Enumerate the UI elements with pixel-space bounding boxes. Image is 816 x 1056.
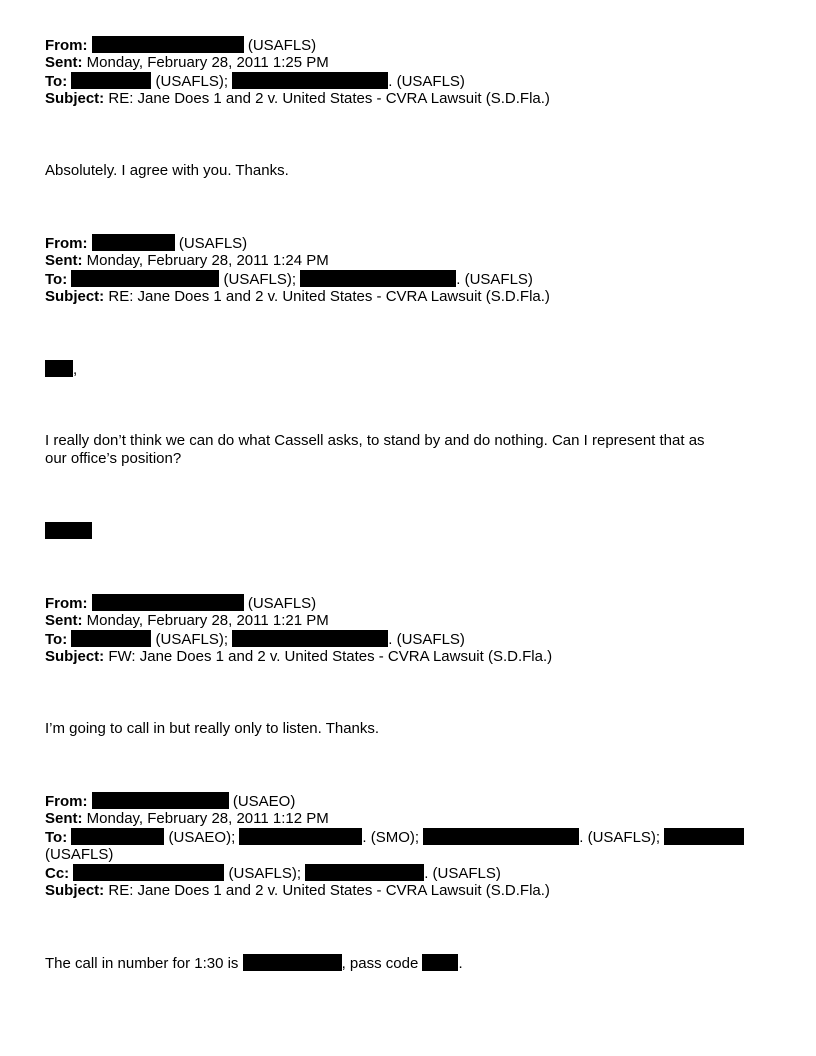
email1-from-line bbox=[45, 36, 316, 55]
email4-subject-line bbox=[45, 882, 550, 900]
redaction-block bbox=[232, 72, 388, 89]
email3-body: I’m going to call in but really only to listen. Thanks. bbox=[45, 720, 380, 737]
body-text: The call in number for 1:30 is bbox=[45, 955, 243, 972]
redaction-block bbox=[664, 828, 744, 845]
to-recipient: . (USAFLS) bbox=[388, 73, 465, 90]
from-org: (USAFLS) bbox=[243, 37, 317, 54]
email4-from-line bbox=[45, 792, 295, 811]
body-text: , pass code bbox=[341, 955, 423, 972]
email1-sent-line bbox=[45, 54, 329, 72]
to-recipient: . (USAFLS); bbox=[579, 829, 665, 846]
from-label: From: bbox=[45, 37, 88, 54]
sent-label: Sent: bbox=[45, 612, 83, 629]
body-text: . bbox=[458, 955, 463, 972]
email4-to-line-wrap: (USAFLS) bbox=[45, 846, 114, 863]
from-org: (USAFLS) bbox=[243, 595, 317, 612]
from-label: From: bbox=[45, 595, 88, 612]
email1-subject-line bbox=[45, 90, 550, 108]
subject-label: Subject: bbox=[45, 90, 105, 107]
from-label: From: bbox=[45, 793, 88, 810]
sent-date: Monday, February 28, 2011 1:25 PM bbox=[82, 54, 329, 71]
sent-label: Sent: bbox=[45, 810, 83, 827]
sent-label: Sent: bbox=[45, 54, 83, 71]
sent-date: Monday, February 28, 2011 1:21 PM bbox=[82, 612, 329, 629]
sent-date: Monday, February 28, 2011 1:24 PM bbox=[82, 252, 329, 269]
email3-to-line bbox=[45, 630, 465, 649]
email2-subject-line bbox=[45, 288, 550, 306]
redaction-block bbox=[73, 864, 224, 881]
redaction-block bbox=[239, 828, 362, 845]
redaction-block bbox=[92, 36, 244, 53]
redaction-block bbox=[45, 360, 73, 377]
redaction-block bbox=[71, 630, 151, 647]
email2-body-line: I really don’t think we can do what Cassell asks, to stand by and do nothing. Can I represent that as bbox=[45, 432, 705, 449]
redaction-block bbox=[92, 594, 244, 611]
redaction-block bbox=[71, 72, 151, 89]
to-recipient: . (SMO); bbox=[362, 829, 424, 846]
redaction-block bbox=[71, 828, 164, 845]
to-label: To: bbox=[45, 829, 68, 846]
redaction-block bbox=[423, 828, 579, 845]
to-recipient: (USAFLS); bbox=[151, 631, 233, 648]
to-recipient: (USAEO); bbox=[164, 829, 240, 846]
redaction-block bbox=[92, 792, 229, 809]
redaction-block bbox=[422, 954, 458, 971]
redaction-block bbox=[305, 864, 424, 881]
cc-label: Cc: bbox=[45, 865, 70, 882]
redaction-block bbox=[92, 234, 175, 251]
redaction-block bbox=[71, 270, 219, 287]
salutation-comma: , bbox=[73, 361, 78, 378]
subject-text: RE: Jane Does 1 and 2 v. United States - CVRA Lawsuit (S.D.Fla.) bbox=[104, 288, 550, 305]
email3-sent-line bbox=[45, 612, 329, 630]
email2-body-line: our office’s position? bbox=[45, 450, 182, 467]
email2-salutation bbox=[45, 360, 77, 379]
to-recipient: (USAFLS); bbox=[151, 73, 233, 90]
redaction-block bbox=[300, 270, 456, 287]
email2-to-line bbox=[45, 270, 533, 289]
email1-body: Absolutely. I agree with you. Thanks. bbox=[45, 162, 289, 179]
to-recipient: . (USAFLS) bbox=[388, 631, 465, 648]
email4-sent-line bbox=[45, 810, 329, 828]
email2-sent-line bbox=[45, 252, 329, 270]
to-label: To: bbox=[45, 73, 68, 90]
to-label: To: bbox=[45, 631, 68, 648]
subject-label: Subject: bbox=[45, 288, 105, 305]
subject-label: Subject: bbox=[45, 882, 105, 899]
sent-date: Monday, February 28, 2011 1:12 PM bbox=[82, 810, 329, 827]
from-org: (USAFLS) bbox=[174, 235, 248, 252]
to-recipient: (USAFLS); bbox=[219, 271, 301, 288]
email2-from-line bbox=[45, 234, 247, 253]
from-label: From: bbox=[45, 235, 88, 252]
email3-subject-line bbox=[45, 648, 552, 666]
cc-recipient: (USAFLS); bbox=[224, 865, 306, 882]
redaction-block bbox=[45, 522, 92, 539]
redaction-block bbox=[232, 630, 388, 647]
redaction-block bbox=[243, 954, 342, 971]
email4-to-line bbox=[45, 828, 744, 847]
email1-to-line bbox=[45, 72, 465, 91]
email4-cc-line bbox=[45, 864, 501, 883]
subject-text: FW: Jane Does 1 and 2 v. United States - CVRA Lawsuit (S.D.Fla.) bbox=[104, 648, 553, 665]
email4-body bbox=[45, 954, 463, 973]
email3-from-line bbox=[45, 594, 316, 613]
subject-text: RE: Jane Does 1 and 2 v. United States - CVRA Lawsuit (S.D.Fla.) bbox=[104, 90, 550, 107]
cc-recipient: . (USAFLS) bbox=[424, 865, 501, 882]
subject-label: Subject: bbox=[45, 648, 105, 665]
sent-label: Sent: bbox=[45, 252, 83, 269]
subject-text: RE: Jane Does 1 and 2 v. United States - CVRA Lawsuit (S.D.Fla.) bbox=[104, 882, 550, 899]
email2-signature bbox=[45, 522, 92, 541]
to-label: To: bbox=[45, 271, 68, 288]
to-recipient: . (USAFLS) bbox=[456, 271, 533, 288]
from-org: (USAEO) bbox=[228, 793, 296, 810]
